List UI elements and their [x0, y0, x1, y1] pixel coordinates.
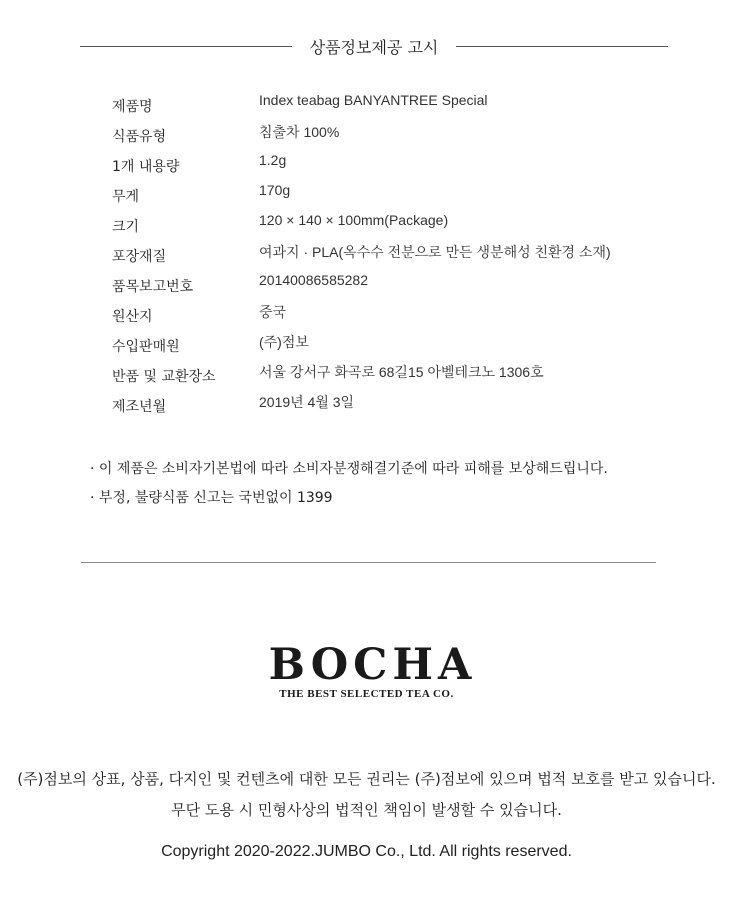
- spec-label: 반품 및 교환장소: [112, 369, 216, 385]
- product-spec-table: [112, 92, 672, 422]
- rights-notice-line-1: (주)점보의 상표, 상품, 다지인 및 컨텐츠에 대한 모든 권리는 (주)점보에 있으며 법적 보호를 받고 있습니다.: [17, 770, 716, 788]
- spec-value: 중국: [259, 304, 287, 320]
- spec-label: 수입판매원: [112, 339, 180, 355]
- spec-value: 1.2g: [259, 152, 287, 168]
- heading-rule-left: [80, 46, 292, 47]
- spec-label: 무게: [112, 189, 140, 205]
- footer: [0, 764, 733, 861]
- spec-value: (주)점보: [259, 334, 309, 350]
- spec-value: 170g: [259, 182, 291, 198]
- spec-label: 포장재질: [112, 249, 167, 265]
- spec-row-return-location: [112, 362, 672, 392]
- section-divider: [81, 562, 656, 563]
- spec-value: 20140086585282: [259, 272, 369, 288]
- bocha-logo: [0, 640, 733, 700]
- spec-label: 품목보고번호: [112, 279, 194, 295]
- spec-label: 제품명: [112, 99, 153, 115]
- note-report-hotline: · 부정, 불량식품 신고는 국번없이 1399: [90, 490, 333, 506]
- spec-row-origin: [112, 302, 672, 332]
- spec-row-food-type: [112, 122, 672, 152]
- logo-wordmark: BOCHA: [268, 640, 477, 690]
- spec-row-unit-content: [112, 152, 672, 182]
- note-compensation: · 이 제품은 소비자기본법에 따라 소비자분쟁해결기준에 따라 피해를 보상해드립니다.: [90, 461, 608, 477]
- spec-row-size: [112, 212, 672, 242]
- heading-rule-right: [456, 46, 668, 47]
- spec-label: 1개 내용량: [112, 159, 180, 175]
- spec-row-weight: [112, 182, 672, 212]
- spec-label: 제조년월: [112, 399, 167, 415]
- notice-title: 상품정보제공 고시: [309, 37, 439, 57]
- spec-label: 원산지: [112, 309, 153, 325]
- spec-value: 여과지 · PLA(옥수수 전분으로 만든 생분해성 친환경 소재): [259, 244, 611, 260]
- spec-row-product-name: [112, 92, 672, 122]
- spec-row-importer: [112, 332, 672, 362]
- rights-notice-line-2: 무단 도용 시 민형사상의 법적인 책임이 발생할 수 있습니다.: [171, 801, 562, 819]
- spec-value: Index teabag BANYANTREE Special: [259, 92, 488, 108]
- spec-row-packaging: [112, 242, 672, 272]
- spec-row-report-number: [112, 272, 672, 302]
- spec-label: 크기: [112, 219, 140, 235]
- logo-tagline: THE BEST SELECTED TEA CO.: [279, 688, 454, 700]
- spec-value: 120 × 140 × 100mm(Package): [259, 212, 449, 228]
- spec-value: 서울 강서구 화곡로 68길15 아벨테크노 1306호: [259, 364, 544, 380]
- copyright-text: Copyright 2020-2022.JUMBO Co., Ltd. All rights reserved.: [161, 843, 572, 860]
- spec-value: 침출차 100%: [259, 124, 340, 140]
- notice-notes: [90, 458, 690, 516]
- spec-label: 식품유형: [112, 129, 167, 145]
- spec-value: 2019년 4월 3일: [259, 394, 355, 410]
- spec-row-manufacture-date: [112, 392, 672, 422]
- notice-heading-row: [80, 34, 668, 58]
